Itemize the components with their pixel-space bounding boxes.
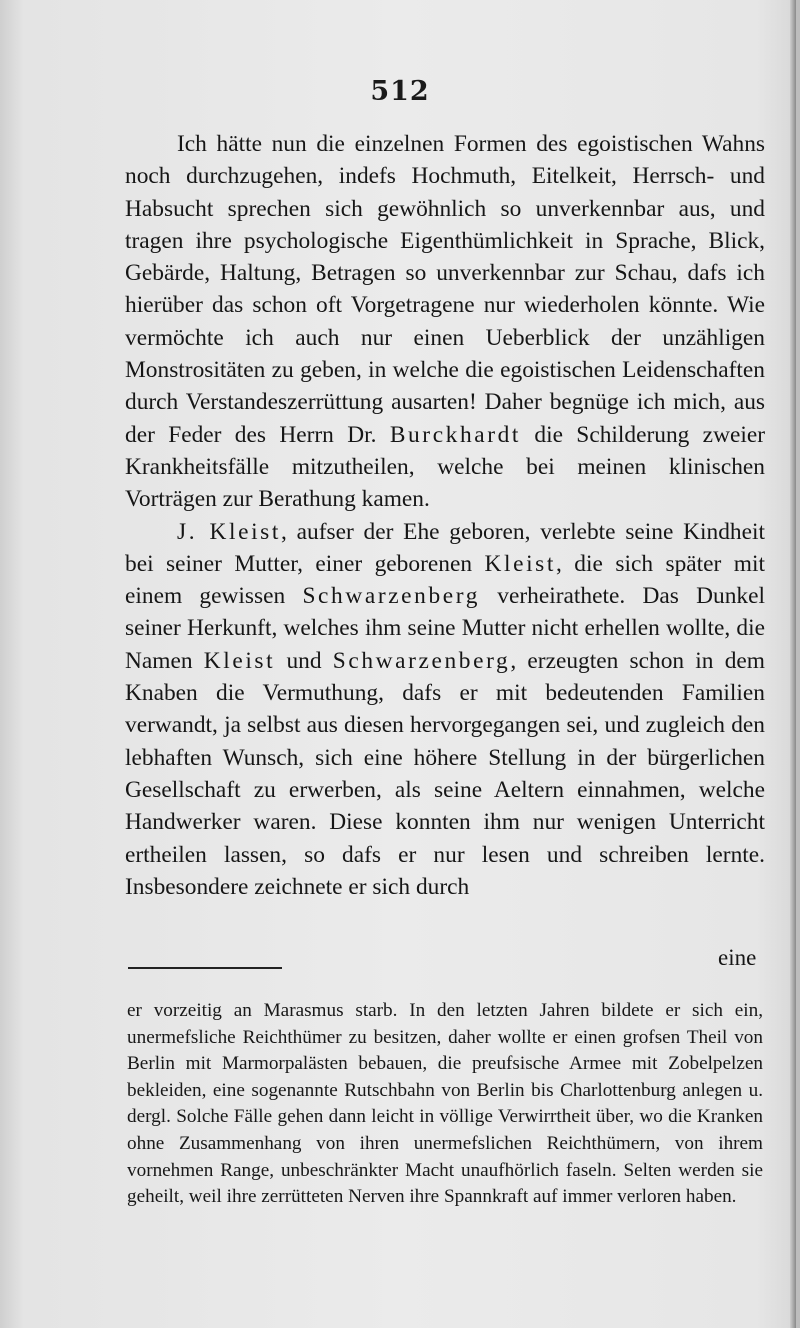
page-edge-shadow [790,0,796,1328]
text-segment: die Schilderung zweier Krankheitsfälle mitzutheilen, welche bei meinen klinischen Vorträgen zur Berathung kamen. [125,421,766,513]
paragraph [125,516,765,904]
spaced-name: J. Kleist [177,518,281,545]
spaced-name: Burckhardt [389,421,522,448]
text-segment: , aufser der Ehe geboren, verlebte seine Kindheit bei seiner Mutter, einer geborenen [125,518,765,577]
page-number: 512 [370,76,430,107]
text-segment: , erzeugten schon in dem Knaben die Vermuthung, dafs er mit bedeutenden Familien verwandt, ja selbst aus diesen hervorgegangen sei, und zugleich den lebhaften Wunsch, sich eine höhere Stellung in der bürgerlichen Gesellschaft zu erwerben, als seine Aeltern einnahmen, welche Handwerker waren. Diese konnten ihm nur wenigen Unterricht ertheilen lassen, so dafs er nur lesen und schreiben lernte. Insbesondere zeichnete er sich durch [125,647,765,900]
text-segment: , die sich später mit einem gewissen [125,550,765,610]
footnote-divider [128,967,282,969]
footnote [127,998,763,1211]
spaced-name: Schwarzenberg [332,647,511,674]
text-segment: und [275,647,333,674]
catchword: eine [718,945,757,970]
spaced-name: Schwarzenberg [302,583,481,610]
text-segment: Ich hätte nun die einzelnen Formen des egoistischen Wahns noch durchzugehen, indefs Hochmuth, Eitelkeit, Herrsch- und Habsucht sprechen sich gewöhnlich so unverkennbar aus, und tragen ihre psychologische Eigenthümlichkeit in Sprache, Blick, Gebärde, Haltung, Betragen so unverkennbar zur Schau, dafs ich hierüber das schon oft Vorgetragene nur wiederholen könnte. Wie vermöchte ich auch nur einen Ueberblick der unzähligen Monstrositäten zu geben, in welche die egoistischen Leidenschaften durch Verstandeszerrüttung ausarten! Daher begnüge ich mich, aus der Feder des Herrn Dr. [125,131,765,448]
paragraph [125,128,765,516]
text-segment: verheirathete. Das Dunkel seiner Herkunft, welches ihm seine Mutter nicht erhellen wollte, die Namen [125,583,765,674]
spaced-name: Kleist [484,550,556,577]
spaced-name: Kleist [203,647,276,674]
main-text [125,128,765,903]
footnote-text: er vorzeitig an Marasmus starb. In den letzten Jahren bildete er sich ein, unermefsliche Reichthümer zu besitzen, daher wollte er einen grofsen Theil von Berlin mit Marmorpalästen bebauen, die preufsische Armee mit Zobelpelzen bekleiden, eine sogenannte Rutschbahn von Berlin bis Charlottenburg anlegen u. dergl. Solche Fälle gehen dann leicht in völlige Verwirrtheit über, wo die Kranken ohne Zusammenhang von ihren unermefslichen Reichthümern, von ihrem vornehmen Range, unbeschränkter Macht unaufhörlich faseln. Selten werden sie geheilt, weil ihre zerrütteten Nerven ihre Spannkraft auf immer verloren haben. [127,1000,763,1208]
